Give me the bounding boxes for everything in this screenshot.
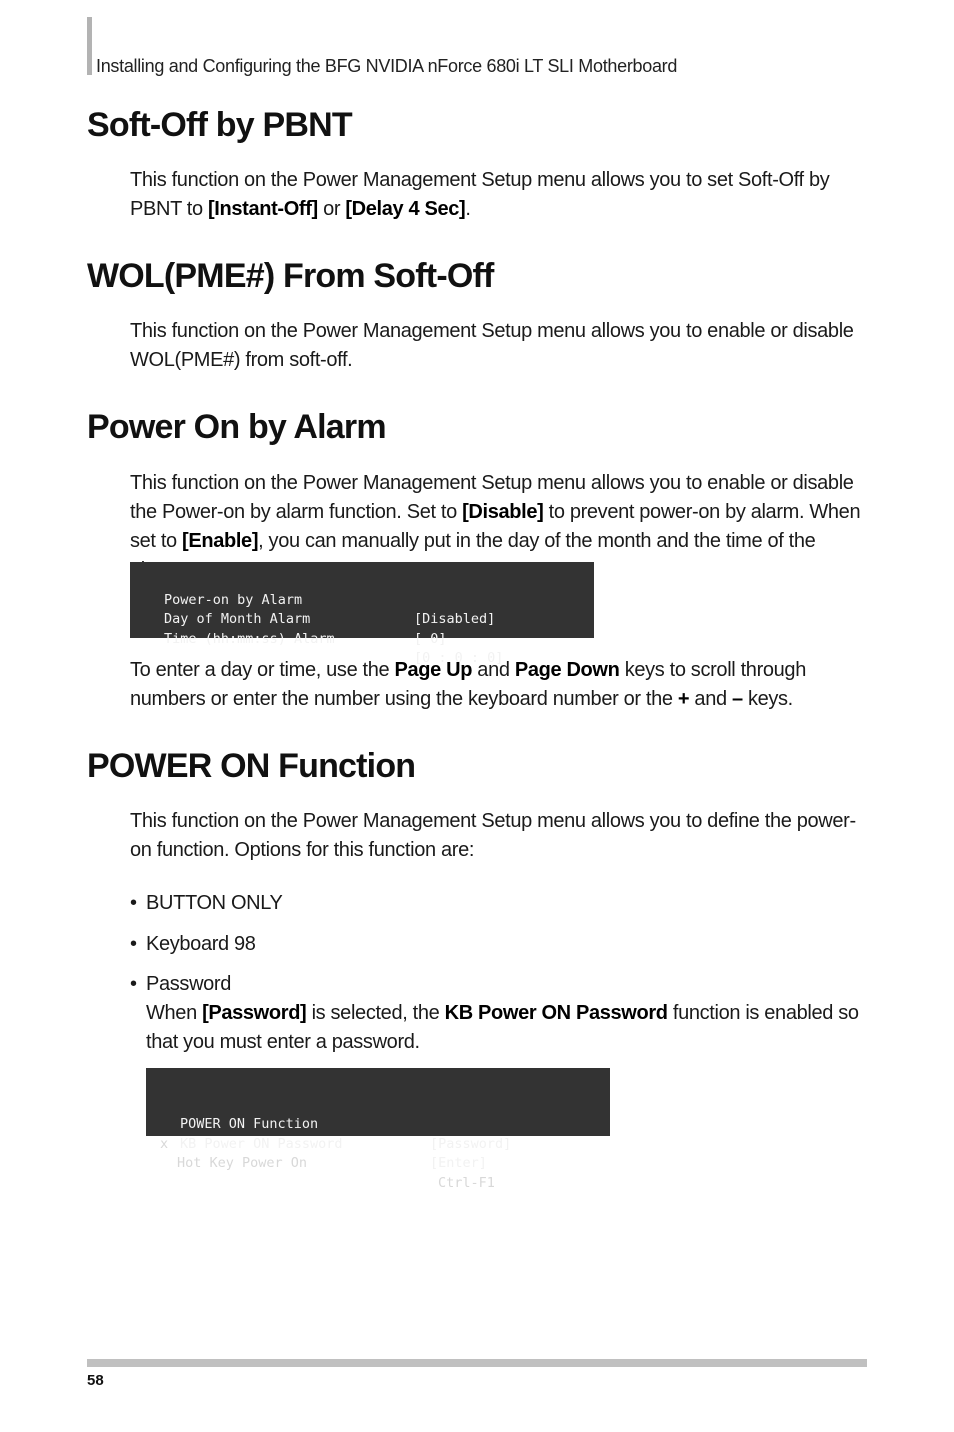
section-title-soft-off: Soft-Off by PBNT [87,106,352,144]
page-number: 58 [87,1372,104,1389]
section-title-power-on: POWER ON Function [87,747,416,785]
header-rule [87,17,92,75]
alarm-description: This function on the Power Management Setup menu allows you to enable or disable the Power-on by alarm function. Set to [Disable] to prevent power-on by alarm. When set to [Enable], you can manually put in the day of the month and the time of the [130,472,861,552]
list-item: • Password [130,970,231,999]
bios-setting-label: Day of Month Alarm [164,611,311,627]
bios-setting-value: [Disabled] [414,611,496,627]
bios-setting-value: [Enter] [430,1155,487,1171]
bios-setting-label: Power-on by Alarm [164,591,303,608]
section-title-alarm: Power On by Alarm [87,408,386,446]
bios-setting-label: POWER ON Function [180,1116,319,1132]
list-item: • BUTTON ONLY [130,889,283,918]
option-instant-off: [Instant-Off] [207,198,318,220]
power-on-description: This function on the Power Management Setup menu allows you to define the power-on function. Options for this function are: [130,810,856,861]
option-password: [Password] [202,1002,307,1024]
bios-row-prefix: x [160,1135,169,1152]
option-delay-4-sec: [Delay 4 Sec] [345,198,466,220]
bios-screen-power-on [146,1068,610,1191]
alarm-keys-instructions: To enter a day or time, use the Page Up and Page Down keys to scroll through numbers or enter the number using the keyboard number or the + and – keys. [130,659,806,710]
bios-row [130,610,594,666]
bullet-mark: • [130,892,137,914]
key-page-down: Page Down [514,659,620,681]
list-item: • Keyboard 98 [130,930,256,959]
bullet-mark: • [130,973,137,995]
bios-setting-label: Time (hh:mm:ss) Alarm [164,630,335,647]
wol-description: This function on the Power Management Setup menu allows you to enable or disable WOL(PME#) from soft-off. [130,320,854,371]
password-note: When [Password] is selected, the KB Power ON Password function is enabled so that you must enter a password. [146,1002,859,1053]
bios-setting-label: Hot Key Power On [177,1155,308,1171]
bios-setting-value: [ 0] [414,630,447,647]
bios-setting-value: [Password] [430,1135,512,1152]
bios-setting-label: KB Power ON Password [180,1135,343,1152]
bullet-mark: • [130,933,137,955]
key-page-up: Page Up [394,659,473,681]
bios-setting-value: [0 : 0 : 0] [414,650,504,666]
option-enable: [Enable] [182,530,259,552]
bios-setting-value: Ctrl-F1 [438,1174,495,1191]
key-plus: + [677,688,690,710]
key-minus: – [731,688,743,710]
bios-screen-alarm [130,562,594,666]
soft-off-description: This function on the Power Management Setup menu allows you to set Soft-Off by PBNT to [Instant-Off] or [Delay 4 Sec]. [130,169,830,220]
running-header: Installing and Configuring the BFG NVIDIA nForce 680i LT SLI Motherboard [96,56,678,76]
option-disable: [Disable] [462,501,544,523]
footer-rule [87,1359,867,1367]
kb-power-on-password-term: KB Power ON Password [444,1002,668,1024]
section-title-wol: WOL(PME#) From Soft-Off [87,257,494,295]
